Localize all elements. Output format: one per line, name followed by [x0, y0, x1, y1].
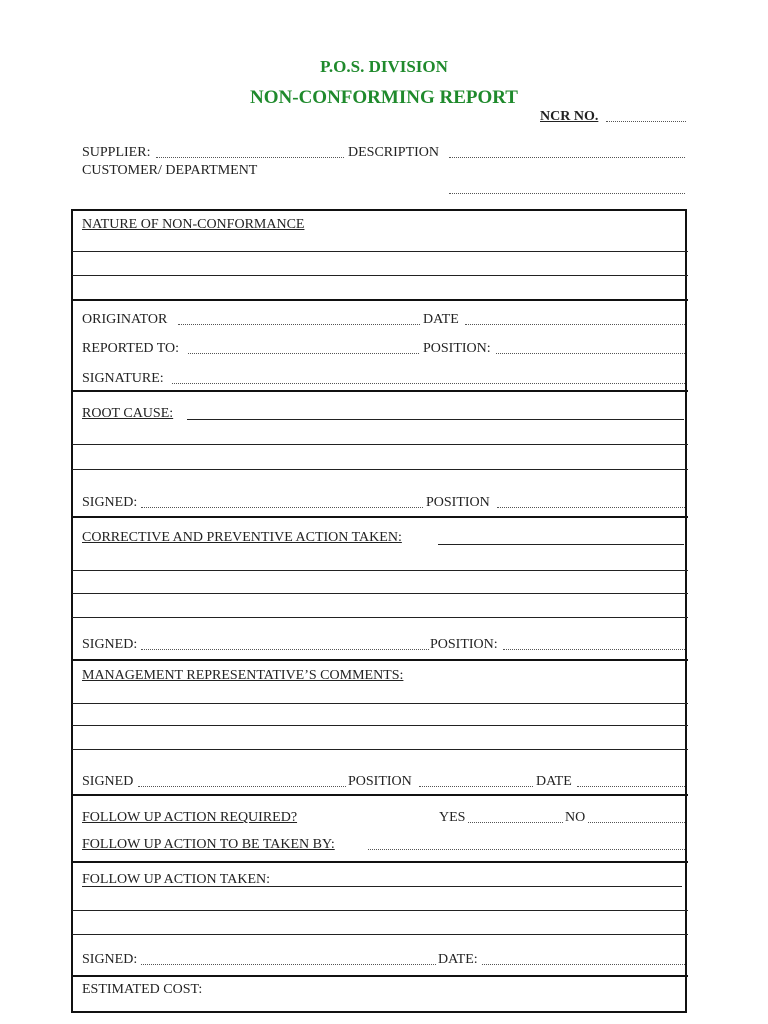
management-date-label: DATE — [536, 774, 572, 789]
corrective-position-field[interactable] — [503, 649, 685, 650]
follow-up-no-label: NO — [565, 810, 586, 825]
divider — [72, 749, 688, 750]
management-position-label: POSITION — [348, 774, 412, 789]
follow-up-signed-field[interactable] — [141, 964, 436, 965]
section-divider — [72, 794, 688, 796]
description-field[interactable] — [449, 157, 685, 158]
divider — [72, 910, 688, 911]
follow-up-taken-by-label: FOLLOW UP ACTION TO BE TAKEN BY: — [82, 837, 335, 852]
description-field-line-2[interactable] — [449, 193, 685, 194]
corrective-action-field[interactable] — [438, 544, 684, 545]
divider — [72, 251, 688, 252]
division-title: P.O.S. DIVISION — [320, 57, 448, 76]
root-cause-position-field[interactable] — [497, 507, 685, 508]
position-label: POSITION: — [423, 341, 491, 356]
section-divider — [72, 299, 688, 301]
corrective-signed-label: SIGNED: — [82, 637, 138, 652]
date-field[interactable] — [465, 324, 685, 325]
follow-up-signed-label: SIGNED: — [82, 952, 138, 967]
follow-up-taken-heading: FOLLOW UP ACTION TAKEN: — [82, 872, 271, 887]
root-cause-position-label: POSITION — [426, 495, 490, 510]
management-signed-label: SIGNED — [82, 774, 134, 789]
root-cause-signed-label: SIGNED: — [82, 495, 138, 510]
follow-up-date-field[interactable] — [482, 964, 685, 965]
ncr-number-field[interactable] — [606, 121, 686, 122]
divider — [72, 469, 688, 470]
section-divider — [72, 861, 688, 863]
corrective-action-heading: CORRECTIVE AND PREVENTIVE ACTION TAKEN: — [82, 530, 402, 545]
section-divider — [72, 390, 688, 392]
section-divider — [72, 659, 688, 661]
supplier-field[interactable] — [156, 157, 344, 158]
form-frame — [71, 209, 687, 1013]
follow-up-yes-label: YES — [439, 810, 466, 825]
follow-up-no-field[interactable] — [588, 822, 685, 823]
divider — [72, 725, 688, 726]
supplier-label: SUPPLIER: — [82, 145, 151, 160]
section-divider — [72, 516, 688, 518]
root-cause-field[interactable] — [187, 419, 684, 420]
divider — [72, 934, 688, 935]
originator-label: ORIGINATOR — [82, 312, 168, 327]
root-cause-heading: ROOT CAUSE: — [82, 406, 174, 421]
reported-to-field[interactable] — [188, 353, 419, 354]
originator-field[interactable] — [178, 324, 420, 325]
follow-up-taken-field[interactable] — [82, 886, 682, 887]
divider — [72, 617, 688, 618]
follow-up-taken-by-field[interactable] — [368, 849, 685, 850]
signature-label: SIGNATURE: — [82, 371, 164, 386]
reported-to-label: REPORTED TO: — [82, 341, 180, 356]
customer-department-label: CUSTOMER/ DEPARTMENT — [82, 163, 258, 178]
position-field[interactable] — [496, 353, 685, 354]
management-comments-heading: MANAGEMENT REPRESENTATIVE’S COMMENTS: — [82, 668, 404, 683]
date-label: DATE — [423, 312, 459, 327]
section-divider — [72, 975, 688, 977]
divider — [72, 444, 688, 445]
corrective-position-label: POSITION: — [430, 637, 498, 652]
root-cause-signed-field[interactable] — [141, 507, 423, 508]
follow-up-date-label: DATE: — [438, 952, 478, 967]
description-label: DESCRIPTION — [348, 145, 440, 160]
divider — [72, 593, 688, 594]
divider — [72, 703, 688, 704]
management-date-field[interactable] — [577, 786, 685, 787]
follow-up-required-label: FOLLOW UP ACTION REQUIRED? — [82, 810, 298, 825]
estimated-cost-label: ESTIMATED COST: — [82, 982, 203, 997]
nature-heading: NATURE OF NON-CONFORMANCE — [82, 217, 305, 232]
follow-up-yes-field[interactable] — [468, 822, 563, 823]
report-title: NON-CONFORMING REPORT — [250, 87, 518, 108]
management-signed-field[interactable] — [138, 786, 346, 787]
divider — [72, 570, 688, 571]
signature-field[interactable] — [172, 383, 685, 384]
management-position-field[interactable] — [419, 786, 533, 787]
ncr-number-label: NCR NO. — [540, 109, 599, 124]
divider — [72, 275, 688, 276]
corrective-signed-field[interactable] — [141, 649, 429, 650]
